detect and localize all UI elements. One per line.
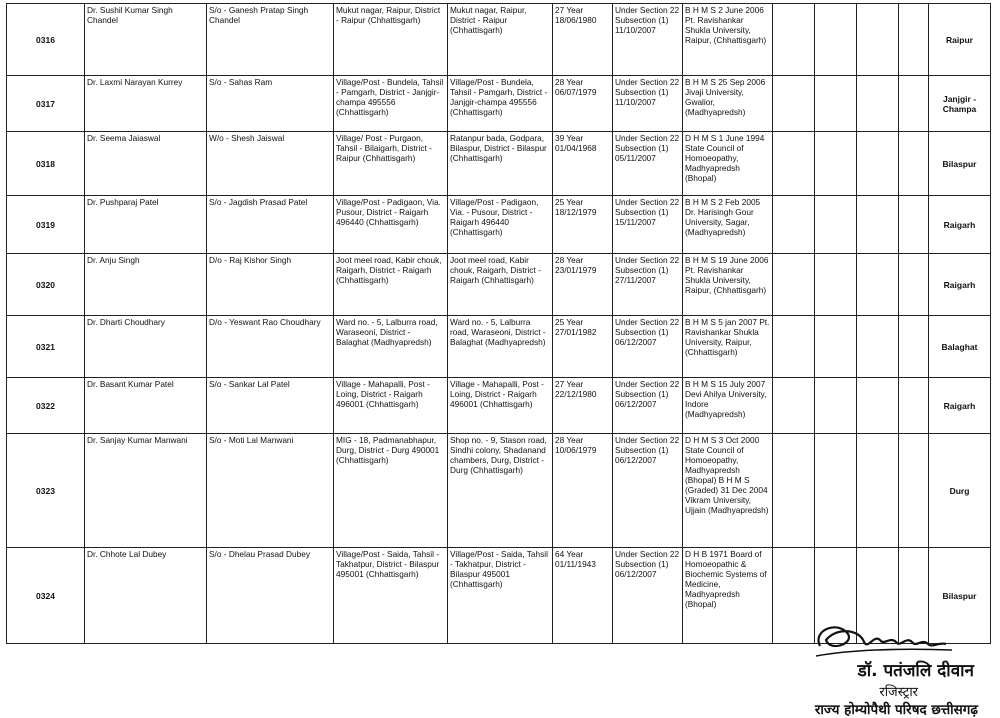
table-row [7, 378, 991, 434]
reg-number-cell: 0324 [7, 548, 85, 644]
blank-col-3-cell [857, 434, 899, 548]
relation-cell: S/o - Dhelau Prasad Dubey [207, 548, 334, 644]
blank-col-3-cell [857, 378, 899, 434]
reg-number-cell: 0319 [7, 196, 85, 254]
doctor-name-cell: Dr. Anju Singh [85, 254, 207, 316]
district-cell: Bilaspur [929, 132, 991, 196]
qualification-cell: D H M S 3 Oct 2000 State Council of Homoeopathy, Madhyapredsh (Bhopal) B H M S (Graded) 31 Dec 2004 Vikram University, Ujjain (Madhyapredsh) [683, 434, 773, 548]
reg-number-cell: 0322 [7, 378, 85, 434]
relation-cell: D/o - Yeswant Rao Choudhary [207, 316, 334, 378]
blank-col-2-cell [815, 132, 857, 196]
qualification-cell: B H M S 15 July 2007 Devi Ahilya University, Indore (Madhyapredsh) [683, 378, 773, 434]
table-row [7, 196, 991, 254]
age-dob-cell: 25 Year 18/12/1979 [553, 196, 613, 254]
permanent-address-cell: Village/Post - Saida, Tahsil - Takhatpur, District - Bilaspur 495001 (Chhattisgarh) [334, 548, 448, 644]
registration-section-cell: Under Section 22 Subsection (1) 06/12/2007 [613, 316, 683, 378]
doctor-name-cell: Dr. Sanjay Kumar Manwani [85, 434, 207, 548]
district-cell: Raigarh [929, 378, 991, 434]
correspondence-address-cell: Joot meel road, Kabir chouk, Raigarh, District - Raigarh (Chhattisgarh) [448, 254, 553, 316]
council-name: राज्य होम्योपैथी परिषद छत्तीसगढ़ [814, 702, 978, 718]
district-cell: Durg [929, 434, 991, 548]
permanent-address-cell: Village/Post - Padigaon, Via. Pusour, District - Raigarh 496440 (Chhattisgarh) [334, 196, 448, 254]
permanent-address-cell: Mukut nagar, Raipur, District - Raipur (Chhattisgarh) [334, 4, 448, 76]
blank-col-4-cell [899, 378, 929, 434]
blank-col-4-cell [899, 196, 929, 254]
registration-section-cell: Under Section 22 Subsection (1) 15/11/2007 [613, 196, 683, 254]
registration-section-cell: Under Section 22 Subsection (1) 27/11/2007 [613, 254, 683, 316]
permanent-address-cell: Ward no. - 5, Lalburra road, Waraseoni, District - Balaghat (Madhyapredsh) [334, 316, 448, 378]
correspondence-address-cell: Ward no. - 5, Lalburra road, Waraseoni, District - Balaghat (Madhyapredsh) [448, 316, 553, 378]
correspondence-address-cell: Mukut nagar, Raipur, District - Raipur (Chhattisgarh) [448, 4, 553, 76]
handwritten-signature [808, 616, 958, 662]
table-row [7, 316, 991, 378]
age-dob-cell: 25 Year 27/01/1982 [553, 316, 613, 378]
blank-col-4-cell [899, 132, 929, 196]
registration-section-cell: Under Section 22 Subsection (1) 11/10/2007 [613, 76, 683, 132]
district-cell: Raigarh [929, 254, 991, 316]
reg-number-cell: 0323 [7, 434, 85, 548]
reg-number-cell: 0321 [7, 316, 85, 378]
table-row [7, 132, 991, 196]
blank-col-3-cell [857, 196, 899, 254]
qualification-cell: B H M S 5 jan 2007 Pt. Ravishankar Shukla University, Raipur, (Chhattisgarh) [683, 316, 773, 378]
district-cell: Janjgir - Champa [929, 76, 991, 132]
blank-col-1-cell [773, 378, 815, 434]
permanent-address-cell: Village - Mahapalli, Post - Loing, District - Raigarh 496001 (Chhattisgarh) [334, 378, 448, 434]
reg-number-cell: 0318 [7, 132, 85, 196]
registration-table [6, 3, 991, 644]
age-dob-cell: 27 Year 22/12/1980 [553, 378, 613, 434]
relation-cell: S/o - Moti Lal Manwani [207, 434, 334, 548]
blank-col-1-cell [773, 76, 815, 132]
qualification-cell: B H M S 2 Feb 2005 Dr. Harisingh Gour University, Sagar, (Madhyapredsh) [683, 196, 773, 254]
blank-col-4-cell [899, 4, 929, 76]
doctor-name-cell: Dr. Seema Jaiaswal [85, 132, 207, 196]
correspondence-address-cell: Village/Post - Padigaon, Via. - Pusour, District - Raigarh 496440 (Chhattisgarh) [448, 196, 553, 254]
age-dob-cell: 64 Year 01/11/1943 [553, 548, 613, 644]
blank-col-2-cell [815, 4, 857, 76]
correspondence-address-cell: Village - Mahapalli, Post - Loing, District - Raigarh 496001 (Chhattisgarh) [448, 378, 553, 434]
district-cell: Raipur [929, 4, 991, 76]
registration-section-cell: Under Section 22 Subsection (1) 06/12/2007 [613, 378, 683, 434]
qualification-cell: D H B 1971 Board of Homoeopathic & Biochemic Systems of Medicine, Madhyapredsh (Bhopal) [683, 548, 773, 644]
registration-section-cell: Under Section 22 Subsection (1) 06/12/2007 [613, 548, 683, 644]
age-dob-cell: 27 Year 18/06/1980 [553, 4, 613, 76]
registration-section-cell: Under Section 22 Subsection (1) 06/12/2007 [613, 434, 683, 548]
doctor-name-cell: Dr. Chhote Lal Dubey [85, 548, 207, 644]
doctor-name-cell: Dr. Basant Kumar Patel [85, 378, 207, 434]
blank-col-2-cell [815, 316, 857, 378]
relation-cell: S/o - Sahas Ram [207, 76, 334, 132]
blank-col-2-cell [815, 434, 857, 548]
blank-col-4-cell [899, 254, 929, 316]
registrar-name: डॉ. पतंजलि दीवान [857, 661, 974, 681]
district-cell: Bilaspur [929, 548, 991, 644]
permanent-address-cell: Village/Post - Bundela, Tahsil - Pamgarh, District - Janjgir-champa 495556 (Chhattisgarh) [334, 76, 448, 132]
blank-col-4-cell [899, 316, 929, 378]
qualification-cell: B H M S 19 June 2006 Pt. Ravishankar Shukla University, Raipur, (Chhattisgarh) [683, 254, 773, 316]
table-row [7, 434, 991, 548]
qualification-cell: D H M S 1 June 1994 State Council of Homoeopathy, Madhyapredsh (Bhopal) [683, 132, 773, 196]
blank-col-2-cell [815, 76, 857, 132]
blank-col-1-cell [773, 316, 815, 378]
age-dob-cell: 28 Year 10/06/1979 [553, 434, 613, 548]
blank-col-3-cell [857, 254, 899, 316]
relation-cell: S/o - Sankar Lal Patel [207, 378, 334, 434]
relation-cell: W/o - Shesh Jaiswal [207, 132, 334, 196]
reg-number-cell: 0320 [7, 254, 85, 316]
permanent-address-cell: MIG - 18, Padmanabhapur, Durg, District - Durg 490001 (Chhattisgarh) [334, 434, 448, 548]
age-dob-cell: 28 Year 06/07/1979 [553, 76, 613, 132]
permanent-address-cell: Joot meel road, Kabir chouk, Raigarh, District - Raigarh (Chhattisgarh) [334, 254, 448, 316]
blank-col-3-cell [857, 76, 899, 132]
blank-col-1-cell [773, 254, 815, 316]
district-cell: Raigarh [929, 196, 991, 254]
district-cell: Balaghat [929, 316, 991, 378]
qualification-cell: B H M S 2 June 2006 Pt. Ravishankar Shukla University, Raipur, (Chhattisgarh) [683, 4, 773, 76]
blank-col-3-cell [857, 316, 899, 378]
blank-col-1-cell [773, 4, 815, 76]
blank-col-2-cell [815, 378, 857, 434]
relation-cell: S/o - Jagdish Prasad Patel [207, 196, 334, 254]
age-dob-cell: 28 Year 23/01/1979 [553, 254, 613, 316]
reg-number-cell: 0316 [7, 4, 85, 76]
blank-col-1-cell [773, 132, 815, 196]
qualification-cell: B H M S 25 Sep 2006 Jivaji University, Gwalior, (Madhyapredsh) [683, 76, 773, 132]
table-row [7, 4, 991, 76]
doctor-name-cell: Dr. Sushil Kumar Singh Chandel [85, 4, 207, 76]
correspondence-address-cell: Village/Post - Bundela, Tahsil - Pamgarh, District - Janjgir-champa 495556 (Chhattisgarh) [448, 76, 553, 132]
permanent-address-cell: Village/ Post - Purgaon, Tahsil - Bilaigarh, District - Raipur (Chhattisgarh) [334, 132, 448, 196]
blank-col-4-cell [899, 76, 929, 132]
blank-col-2-cell [815, 196, 857, 254]
blank-col-3-cell [857, 4, 899, 76]
reg-number-cell: 0317 [7, 76, 85, 132]
correspondence-address-cell: Shop no. - 9, Stason road, Sindhi colony, Shadanand chambers, Durg, District - Durg (Chhattisgarh) [448, 434, 553, 548]
registration-section-cell: Under Section 22 Subsection (1) 11/10/2007 [613, 4, 683, 76]
blank-col-4-cell [899, 434, 929, 548]
table-row [7, 254, 991, 316]
blank-col-1-cell [773, 434, 815, 548]
table-row [7, 76, 991, 132]
correspondence-address-cell: Ratanpur bada, Godpara, Bilaspur, District - Bilaspur (Chhattisgarh) [448, 132, 553, 196]
registrar-title: रजिस्ट्रार [879, 685, 918, 700]
relation-cell: D/o - Raj Kishor Singh [207, 254, 334, 316]
blank-col-3-cell [857, 132, 899, 196]
registration-section-cell: Under Section 22 Subsection (1) 05/11/2007 [613, 132, 683, 196]
doctor-name-cell: Dr. Dharti Choudhary [85, 316, 207, 378]
doctor-name-cell: Dr. Laxmi Narayan Kurrey [85, 76, 207, 132]
blank-col-1-cell [773, 196, 815, 254]
doctor-name-cell: Dr. Pushparaj Patel [85, 196, 207, 254]
blank-col-2-cell [815, 254, 857, 316]
correspondence-address-cell: Village/Post - Saida, Tahsil - Takhatpur, District - Bilaspur 495001 (Chhattisgarh) [448, 548, 553, 644]
age-dob-cell: 39 Year 01/04/1968 [553, 132, 613, 196]
relation-cell: S/o - Ganesh Pratap Singh Chandel [207, 4, 334, 76]
